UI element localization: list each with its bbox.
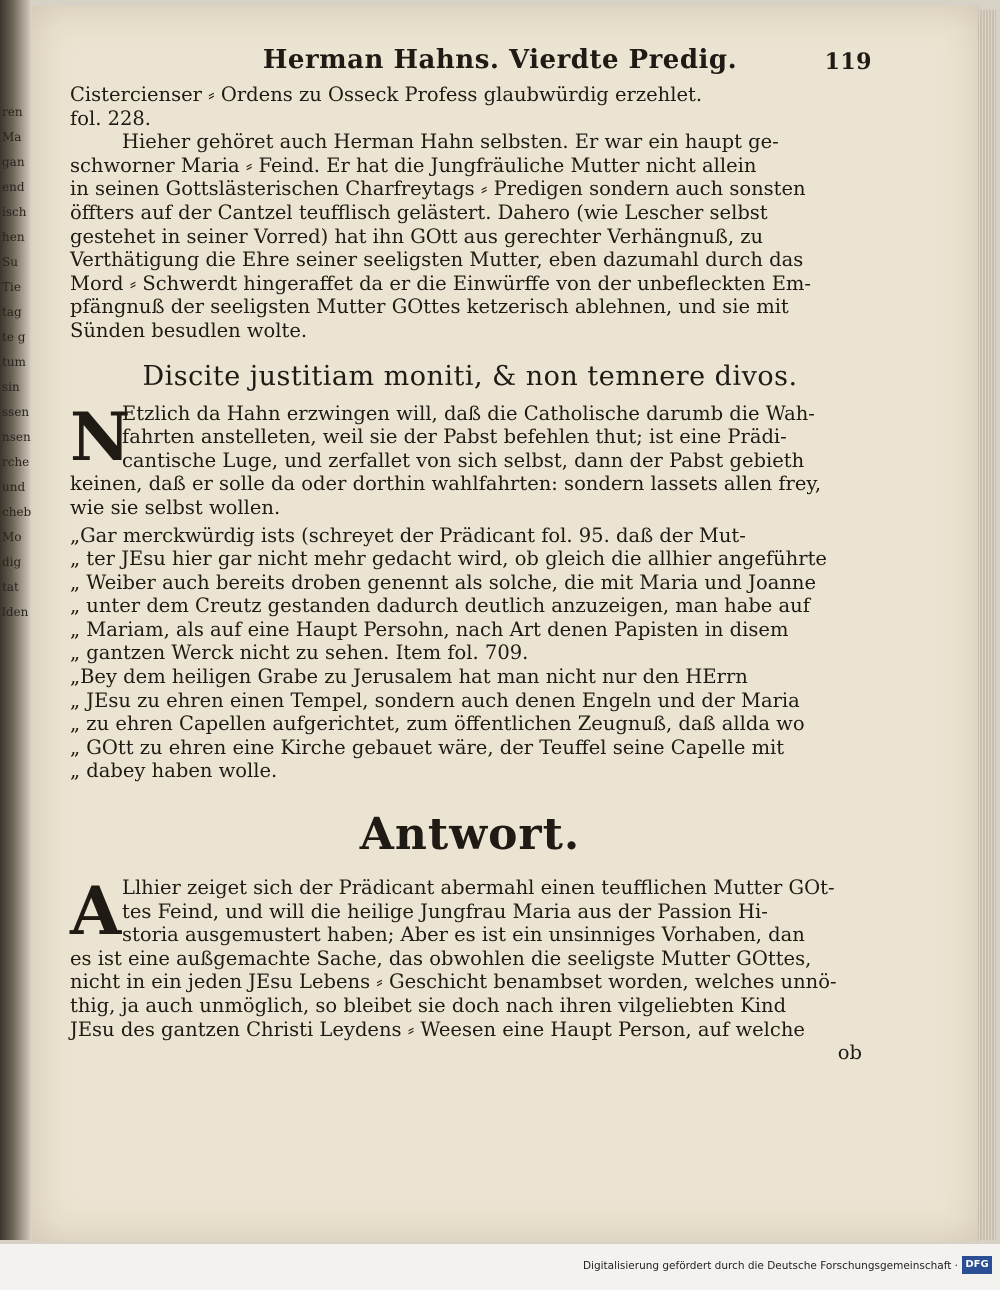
text-line: Cistercienser ⸗ Ordens zu Osseck Profess glaubwürdig erzehlet. bbox=[70, 83, 703, 106]
drop-cap-initial: N bbox=[70, 397, 131, 476]
facing-page-fragment: te g bbox=[2, 330, 26, 344]
text-line: in seinen Gottslästerischen Charfreytags ⸗ Predigen sondern auch sonsten bbox=[70, 177, 806, 201]
text-line: wie sie selbst wollen. bbox=[70, 495, 281, 519]
text-line: Sünden besudlen wolte. bbox=[70, 318, 308, 342]
text-line: „Gar merckwürdig ists (schreyet der Prädicant fol. 95. daß der Mut- bbox=[70, 523, 746, 547]
catchword: ob bbox=[837, 1041, 862, 1065]
facing-page-fragment: Tie bbox=[2, 280, 21, 294]
facing-page-fragment: tag bbox=[2, 305, 22, 319]
text-line: „Bey dem heiligen Grabe zu Jerusalem hat man nicht nur den HErrn bbox=[70, 665, 748, 689]
text-line: storia ausgemustert haben; Aber es ist ein unsinniges Vorhaben, dan bbox=[122, 923, 805, 947]
text-line: Mord ⸗ Schwerdt hingeraffet da er die Einwürffe von der unbefleckten Em- bbox=[70, 271, 812, 295]
dfg-logo: DFG bbox=[962, 1256, 992, 1274]
facing-page-fragment: end bbox=[2, 180, 25, 194]
text-line: „ Weiber auch bereits droben genennt als solche, die mit Maria und Joanne bbox=[70, 570, 816, 594]
text-line: „ ter JEsu hier gar nicht mehr gedacht wird, ob gleich die allhier angeführte bbox=[70, 547, 827, 571]
page-number: 119 bbox=[824, 49, 872, 75]
facing-page-fragment: cheb bbox=[2, 505, 32, 519]
facing-page-fragment: Mo bbox=[2, 530, 22, 544]
facing-page-fragment: tum bbox=[2, 355, 26, 369]
paragraph-2 bbox=[70, 130, 870, 342]
facing-page-fragment: tat bbox=[2, 580, 19, 594]
text-line: nicht in ein jeden JEsu Lebens ⸗ Geschicht benambset worden, welches unnö- bbox=[70, 970, 837, 994]
facing-page-fragment: isch bbox=[2, 205, 27, 219]
running-head bbox=[70, 45, 870, 83]
text-line: Llhier zeiget sich der Prädicant abermahl einen teufflichen Mutter GOt- bbox=[122, 876, 835, 900]
facing-page-fragment: nsen bbox=[2, 430, 31, 444]
text-line: „ zu ehren Capellen aufgerichtet, zum öffentlichen Zeugnuß, daß allda wo bbox=[70, 712, 805, 736]
paragraph-1 bbox=[70, 83, 870, 130]
text-line: „ unter dem Creutz gestanden dadurch deutlich anzuzeigen, man habe auf bbox=[70, 594, 810, 618]
text-line: cantische Luge, und zerfallet von sich selbst, dann der Pabst gebieth bbox=[122, 448, 805, 472]
text-line: JEsu des gantzen Christi Leydens ⸗ Weesen eine Haupt Person, auf welche bbox=[70, 1017, 805, 1041]
text-line: Etzlich da Hahn erzwingen will, daß die Catholische darumb die Wah- bbox=[122, 401, 815, 425]
text-line: fol. 228. bbox=[70, 106, 152, 130]
text-line: „ JEsu zu ehren einen Tempel, sondern auch denen Engeln und der Maria bbox=[70, 688, 800, 712]
footer-band bbox=[0, 1244, 1000, 1290]
latin-motto: Discite justitiam moniti, & non temnere divos. bbox=[142, 360, 798, 392]
facing-page-fragment: gan bbox=[2, 155, 25, 169]
facing-page-fragment: rche bbox=[2, 455, 30, 469]
facing-page-fragment: Ma bbox=[2, 130, 22, 144]
page-text-block bbox=[70, 45, 870, 1065]
drop-cap-initial: A bbox=[70, 872, 122, 951]
facing-page-fragment: sin bbox=[2, 380, 20, 394]
text-line: „ Mariam, als auf eine Haupt Persohn, nach Art denen Papisten in disem bbox=[70, 617, 789, 641]
text-line: Hieher gehöret auch Herman Hahn selbsten. Er war ein haupt ge- bbox=[122, 130, 779, 154]
text-line: „ dabey haben wolle. bbox=[70, 759, 278, 783]
text-line: „ gantzen Werck nicht zu sehen. Item fol. 709. bbox=[70, 641, 529, 665]
facing-page-fragment: Su bbox=[2, 255, 18, 269]
page-stack-edge bbox=[978, 10, 996, 1240]
facing-page-fragment: dig bbox=[2, 555, 22, 569]
text-line: tes Feind, und will die heilige Jungfrau Maria aus der Passion Hi- bbox=[122, 899, 768, 923]
quotation-1 bbox=[70, 524, 870, 666]
text-line: „ GOtt zu ehren eine Kirche gebauet wäre, der Teuffel seine Capelle mit bbox=[70, 735, 785, 759]
paragraph-4 bbox=[70, 872, 870, 1041]
text-line: gestehet in seiner Vorred) hat ihn GOtt aus gerechter Verhängnuß, zu bbox=[70, 224, 764, 248]
paragraph-3 bbox=[70, 397, 870, 520]
facing-page-fragment: ssen bbox=[2, 405, 30, 419]
text-line: schworner Maria ⸗ Feind. Er hat die Jungfräuliche Mutter nicht allein bbox=[70, 153, 757, 177]
facing-page-edge bbox=[0, 0, 30, 1240]
text-line: fahrten anstelleten, weil sie der Pabst befehlen thut; ist eine Prädi- bbox=[122, 425, 787, 449]
funding-credit: Digitalisierung gefördert durch die Deutsche Forschungsgemeinschaft · bbox=[582, 1260, 958, 1272]
text-line: thig, ja auch unmöglich, so bleibet sie doch nach ihren vilgeliebten Kind bbox=[70, 994, 787, 1017]
facing-page-fragment: und bbox=[2, 480, 26, 494]
facing-page-fragment: lden bbox=[2, 605, 29, 619]
quotation-2 bbox=[70, 665, 870, 783]
facing-page-text-fragments bbox=[2, 100, 32, 620]
text-line: pfängnuß der seeligsten Mutter GOttes ketzerisch ablehnen, und sie mit bbox=[70, 295, 789, 319]
text-line: keinen, daß er solle da oder dorthin wahlfahrten: sondern lassets allen frey, bbox=[70, 472, 822, 496]
section-heading: Antwort. bbox=[359, 809, 581, 861]
text-line: öffters auf der Cantzel teufflisch gelästert. Dahero (wie Lescher selbst bbox=[70, 200, 768, 224]
text-line: Verthätigung die Ehre seiner seeligsten Mutter, eben dazumahl durch das bbox=[70, 248, 804, 272]
facing-page-fragment: ren bbox=[2, 105, 23, 119]
facing-page-fragment: hen bbox=[2, 230, 25, 244]
text-line: es ist eine außgemachte Sache, das obwohlen die seeligste Mutter GOttes, bbox=[70, 946, 812, 970]
running-title: Herman Hahns. Vierdte Predig. bbox=[262, 45, 738, 75]
